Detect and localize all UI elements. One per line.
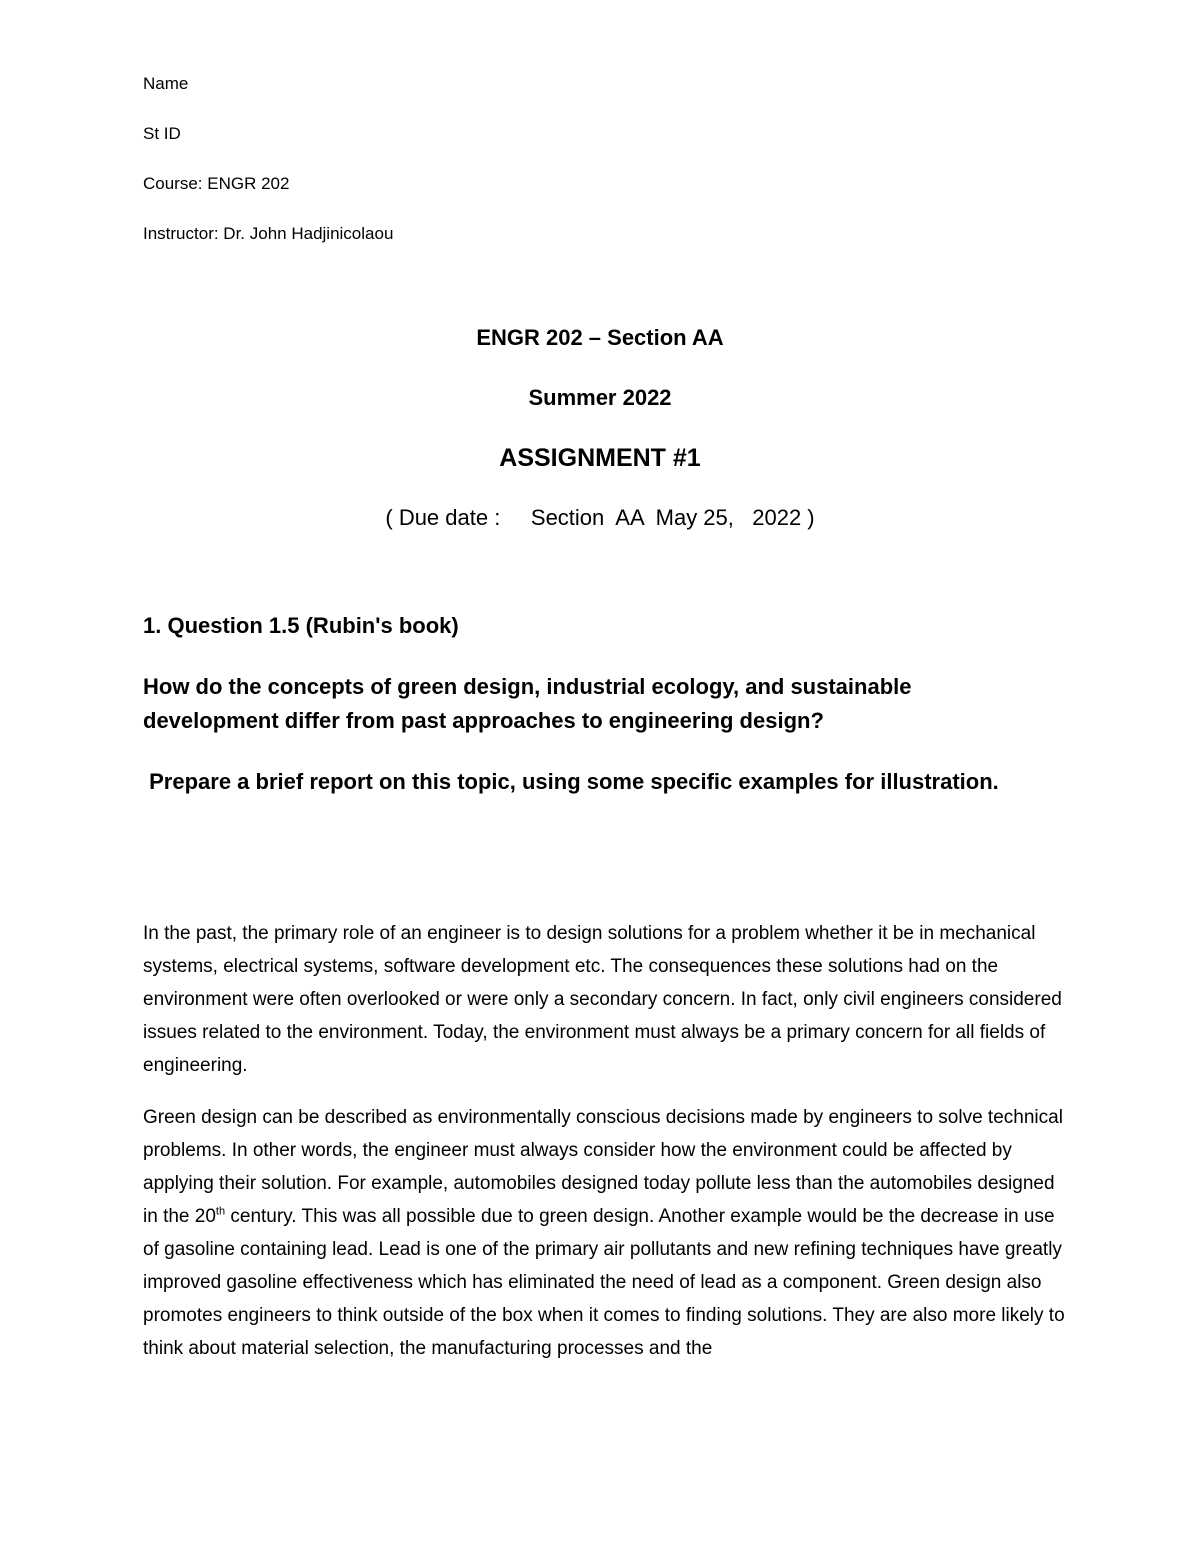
name-label: Name — [143, 74, 189, 93]
term-title: Summer 2022 — [528, 385, 672, 410]
answer-paragraph-2-part-1: Green design can be described as environmentally conscious decisions made by engineers to solve technical problems. In other words, the engineer must always consider how the environment could be affected by applying their solution. For example, automobiles designed today pollute less than the automobiles designed in the 20 — [143, 1107, 1063, 1227]
student-id-label: St ID — [143, 124, 181, 143]
answer-paragraph-2-part-2: century. This was all possible due to green design. Another example would be the decrease in use of gasoline containing lead. Lead is one of the primary air pollutants and new refining techniques have greatly improved gasoline effectiveness which has eliminated the need of lead as a component. Green design also promotes engineers to think outside of the box when it comes to finding solutions. They are also more likely to think about material selection, the manufacturing processes and the — [143, 1206, 1065, 1359]
instructor-line: Instructor: Dr. John Hadjinicolaou — [143, 224, 394, 243]
assignment-title: ASSIGNMENT #1 — [499, 444, 701, 472]
answer-paragraph-1: In the past, the primary role of an engineer is to design solutions for a problem whether it be in mechanical systems, electrical systems, software development etc. The consequences these solutions had on the environment were often overlooked or were only a secondary concern. In fact, only civil engineers considered issues related to the environment. Today, the environment must always be a primary concern for all fields of engineering. — [143, 923, 1062, 1076]
due-date-line: ( Due date : Section AA May 25, 2022 ) — [385, 505, 815, 530]
ordinal-suffix: th — [215, 1205, 226, 1218]
course-line: Course: ENGR 202 — [143, 174, 290, 193]
question-prompt: How do the concepts of green design, industrial ecology, and sustainable development differ from past approaches to engineering design? — [143, 674, 912, 733]
answer-paragraph-2 — [143, 1101, 1068, 1365]
question-instruction: Prepare a brief report on this topic, using some specific examples for illustration. — [143, 769, 999, 794]
course-section-title: ENGR 202 – Section AA — [476, 325, 724, 350]
question-heading: 1. Question 1.5 (Rubin's book) — [143, 613, 459, 638]
